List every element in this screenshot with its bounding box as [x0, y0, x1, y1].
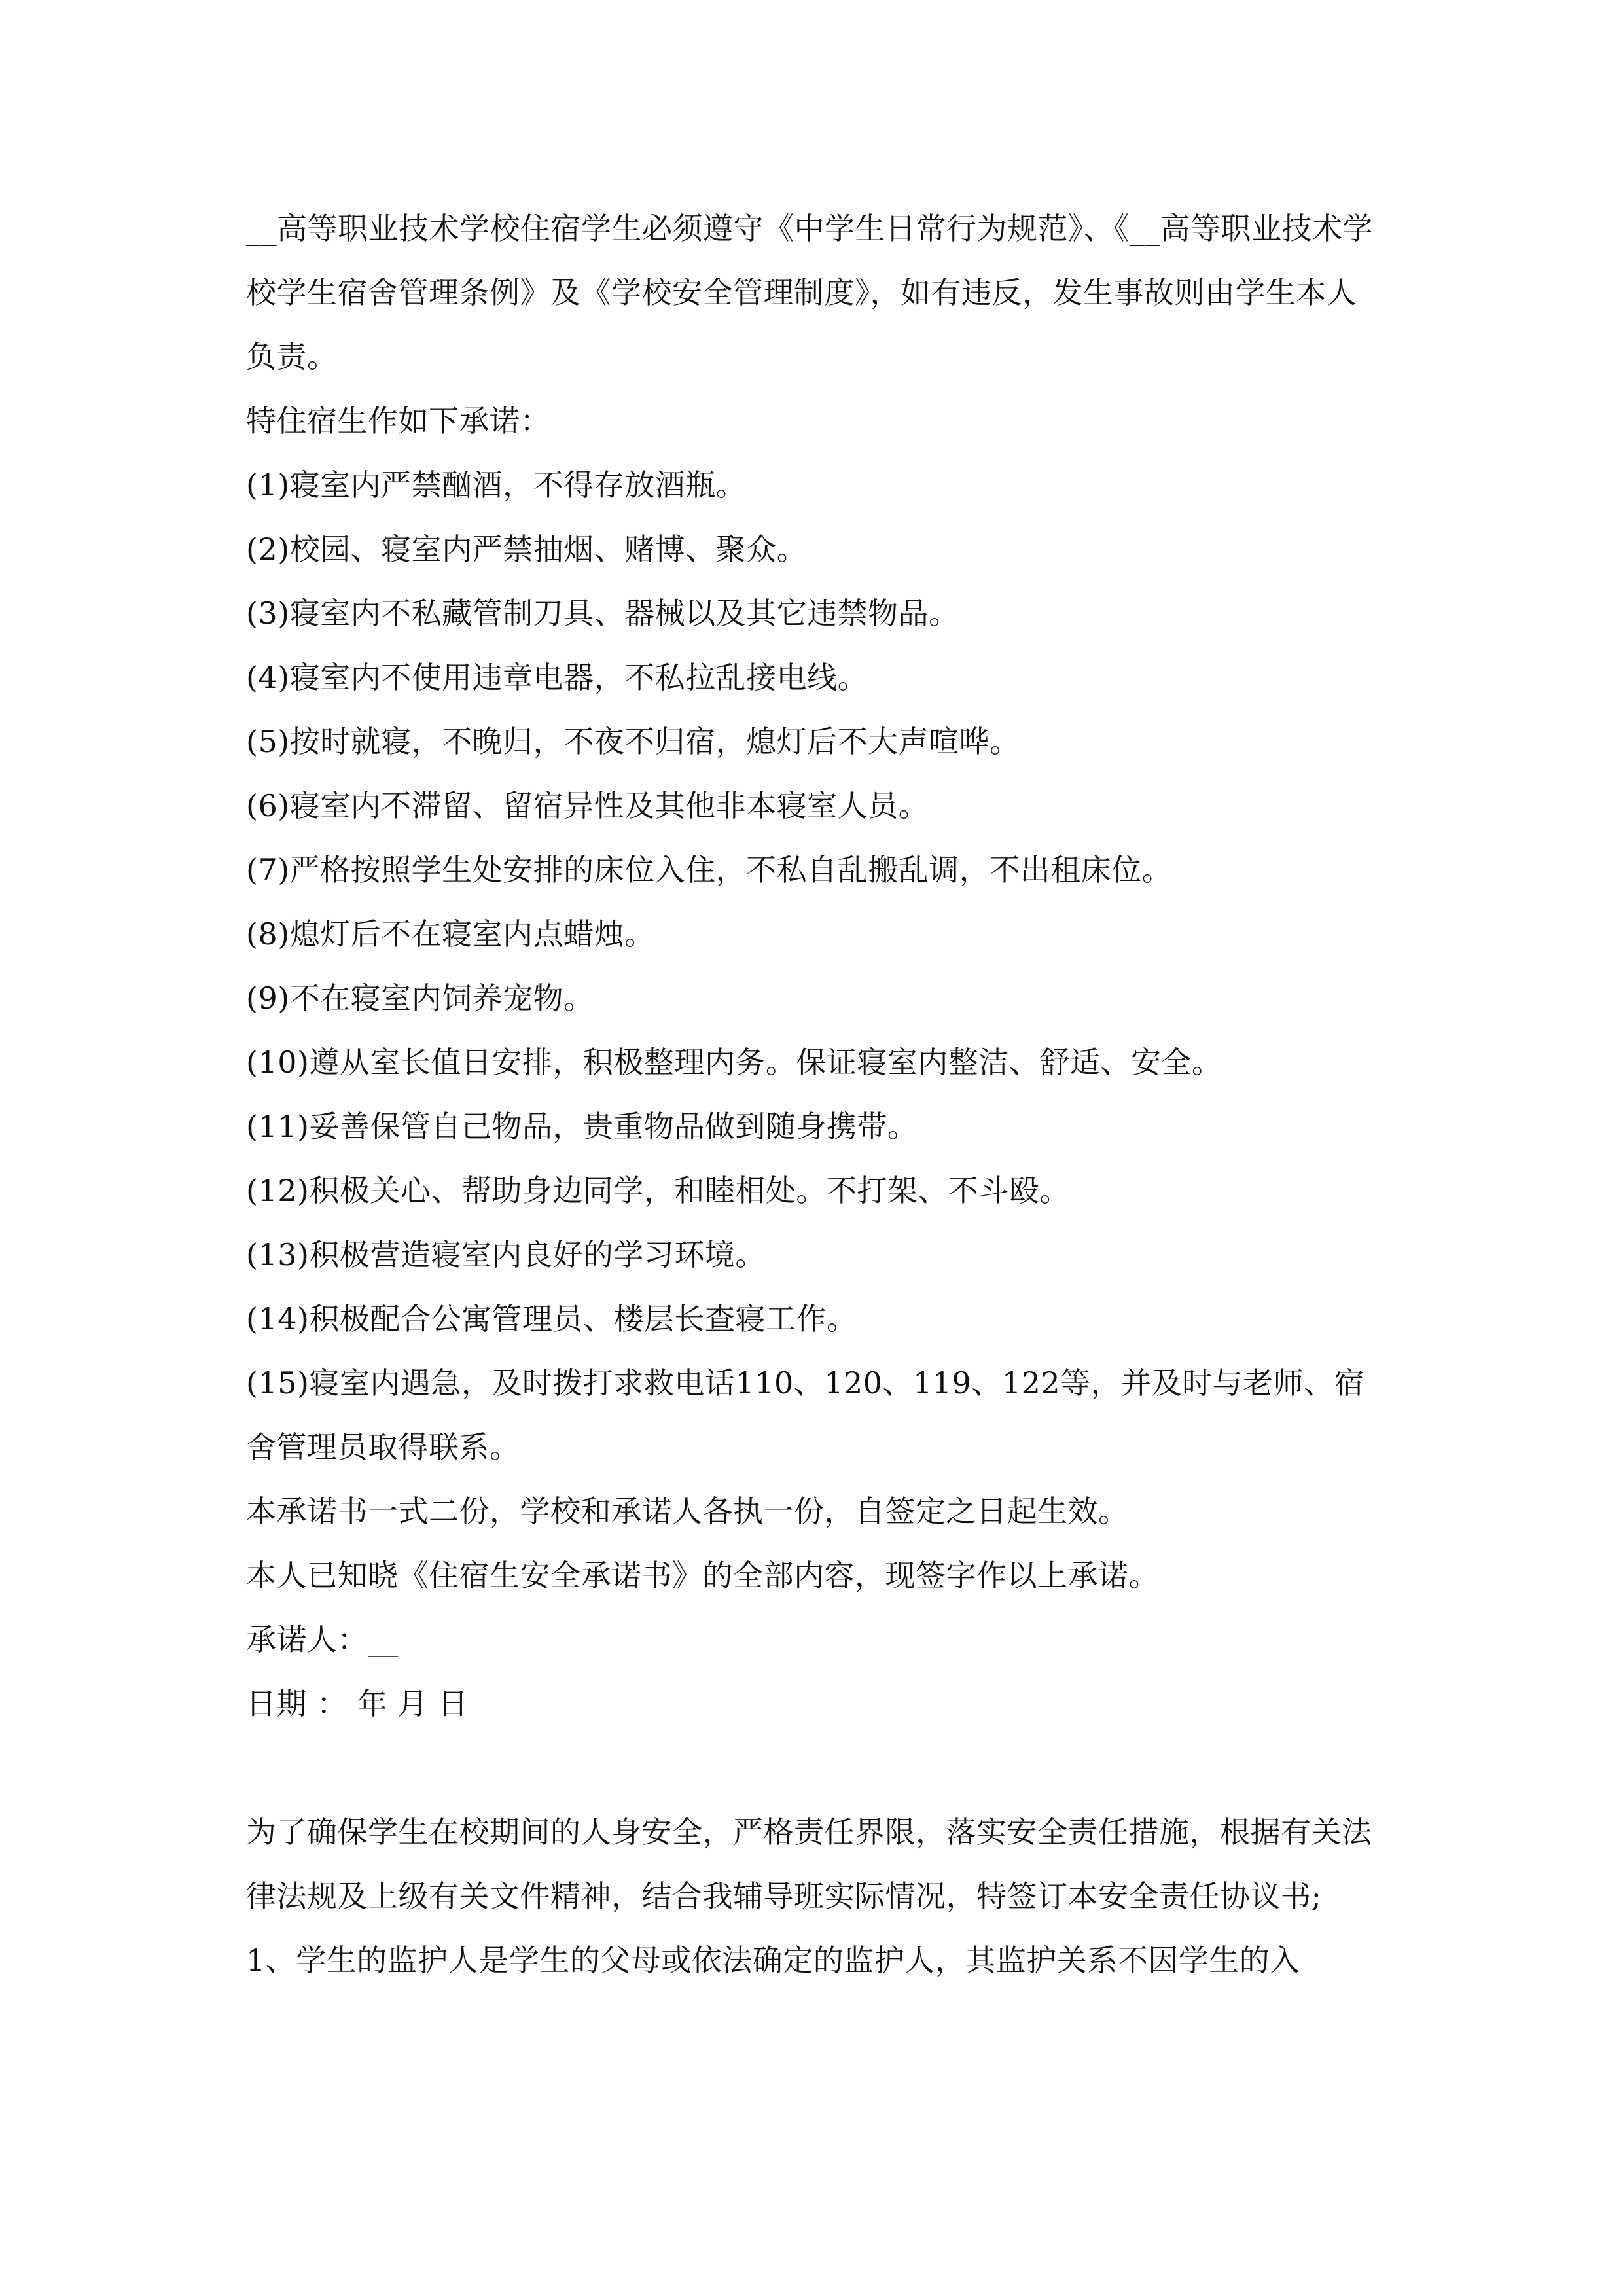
intro-paragraph: __高等职业技术学校住宿学生必须遵守《中学生日常行为规范》、《__高等职业技术学校学生宿舍管理条例》及《学校安全管理制度》，如有违反，发生事故则由学生本人负责。 — [246, 211, 1373, 374]
commitment-item-8: (8)熄灯后不在寝室内点蜡烛。 — [246, 916, 655, 952]
commitment-item-9: (9)不在寝室内饲养宠物。 — [246, 980, 594, 1016]
commitment-item-14: (14)积极配合公寓管理员、楼层长查寝工作。 — [246, 1301, 857, 1336]
signer-line: 承诺人：__ — [246, 1622, 399, 1657]
commitment-lead: 特住宿生作如下承诺： — [246, 403, 550, 439]
section-gap — [246, 1736, 1378, 1800]
acknowledge-statement: 本人已知晓《住宿生安全承诺书》的全部内容，现签字作以上承诺。 — [246, 1558, 1159, 1593]
commitment-item-7: (7)严格按照学生处安排的床位入住，不私自乱搬乱调，不出租床位。 — [246, 852, 1173, 888]
commitment-item-6: (6)寝室内不滞留、留宿异性及其他非本寝室人员。 — [246, 788, 929, 823]
commitment-item-3: (3)寝室内不私藏管制刀具、器械以及其它违禁物品。 — [246, 596, 959, 631]
document-body — [246, 196, 1378, 1992]
agreement-item-1: 1、学生的监护人是学生的父母或依法确定的监护人，其监护关系不因学生的入 — [246, 1943, 1300, 1978]
commitment-item-11: (11)妥善保管自己物品，贵重物品做到随身携带。 — [246, 1109, 918, 1144]
commitment-item-10: (10)遵从室长值日安排，积极整理内务。保证寝室内整洁、舒适、安全。 — [246, 1045, 1222, 1080]
commitment-item-5: (5)按时就寝，不晚归，不夜不归宿，熄灯后不大声喧哗。 — [246, 724, 1020, 759]
copies-note: 本承诺书一式二份，学校和承诺人各执一份，自签定之日起生效。 — [246, 1494, 1129, 1529]
commitment-item-12: (12)积极关心、帮助身边同学，和睦相处。不打架、不斗殴。 — [246, 1173, 1070, 1208]
commitment-item-13: (13)积极营造寝室内良好的学习环境。 — [246, 1237, 766, 1272]
agreement-intro: 为了确保学生在校期间的人身安全，严格责任界限，落实安全责任措施，根据有关法律法规及上级有关文件精神，结合我辅导班实际情况，特签订本安全责任协议书; — [246, 1814, 1372, 1914]
date-line: 日期 ： 年 月 日 — [246, 1686, 469, 1721]
commitment-item-15: (15)寝室内遇急，及时拨打求救电话110、120、119、122等，并及时与老师、宿舍管理员取得联系。 — [246, 1365, 1365, 1465]
commitment-item-2: (2)校园、寝室内严禁抽烟、赌博、聚众。 — [246, 531, 808, 567]
commitment-item-4: (4)寝室内不使用违章电器，不私拉乱接电线。 — [246, 660, 868, 695]
commitment-item-1: (1)寝室内严禁酗酒，不得存放酒瓶。 — [246, 467, 747, 503]
